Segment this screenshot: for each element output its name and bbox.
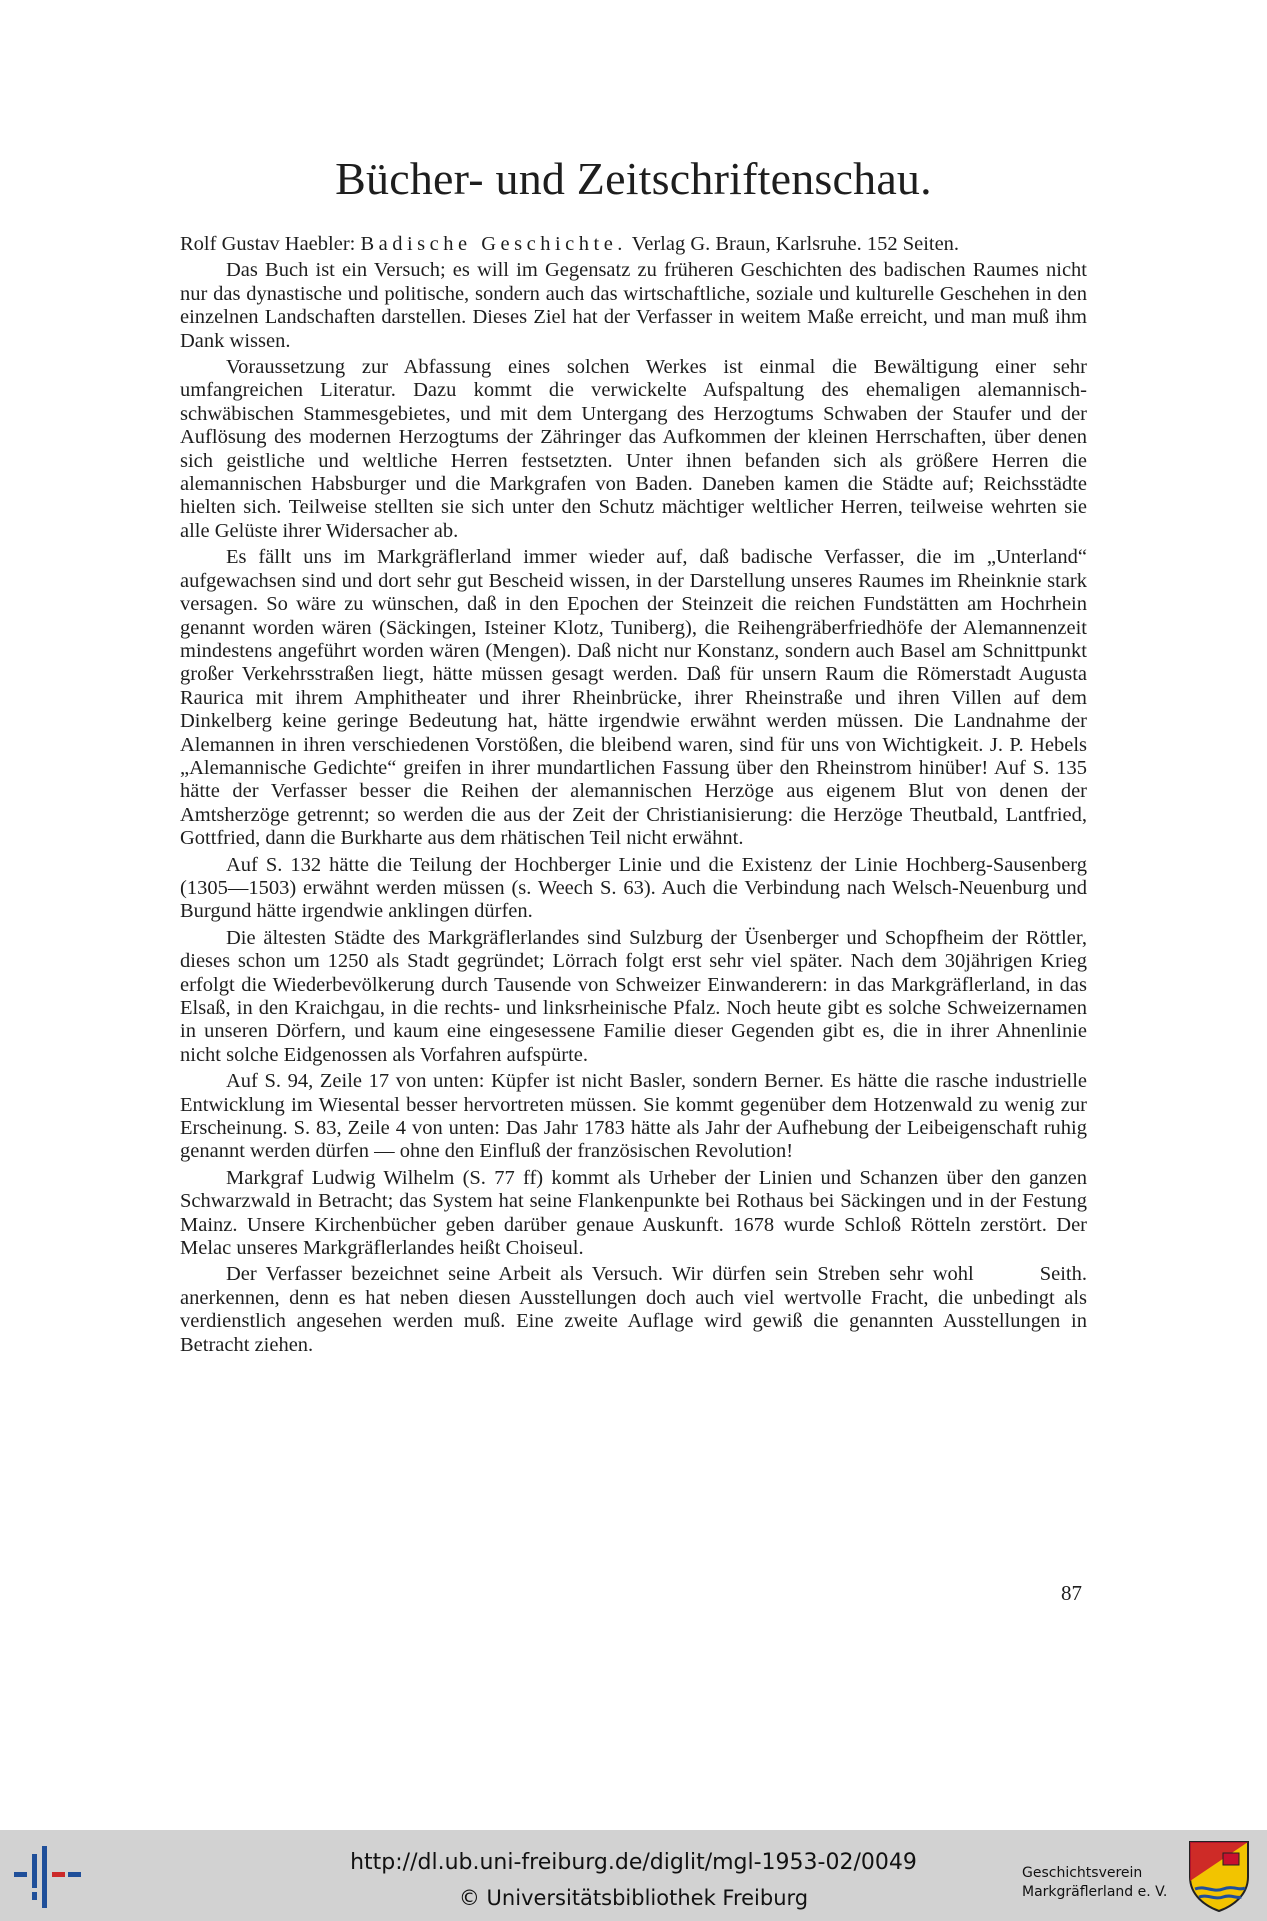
paragraph-8 (180, 1263, 1087, 1357)
signature: Seith. (1039, 1263, 1087, 1286)
review-heading (180, 233, 1087, 256)
page-title: Bücher- und Zeitschriftenschau. (335, 153, 932, 204)
review-book-title: Badische Geschichte. (360, 233, 627, 255)
review-author: Rolf Gustav Haebler: (180, 233, 356, 255)
review-publisher: Verlag G. Braun, Karlsruhe. (631, 233, 862, 255)
footer-bar (0, 1830, 1267, 1921)
footer-copyright: © Universitätsbibliothek Freiburg (458, 1886, 809, 1910)
paragraph-1: Das Buch ist ein Versuch; es will im Gegensatz zu früheren Geschichten des badischen Raumes nicht nur das dynastische und politische, sondern auch das wirtschaftliche, soziale und kulturelle Geschehen in den einzelnen Landschaften darstellen. Dieses Ziel hat der Verfasser in weitem Maße erreicht, und man muß ihm Dank wissen. (180, 259, 1087, 352)
footer-url-link[interactable]: http://dl.ub.uni-freiburg.de/diglit/mgl-1953-02/0049 (350, 1850, 917, 1875)
paragraph-8-text: Der Verfasser bezeichnet seine Arbeit als Versuch. Wir dürfen sein Streben sehr wohl anerkennen, denn es hat neben diesen Ausstellungen doch auch viel wertvolle Fracht, die unbedingt als verdienstlich angesehen werden muß. Eine zweite Auflage wird gewiß die genannten Ausstellungen in Betracht ziehen. (180, 1263, 1087, 1356)
review-pages: 152 Seiten. (866, 233, 960, 255)
paragraph-5: Die ältesten Städte des Markgräflerlandes sind Sulzburg der Üsenberger und Schopfheim der Röttler, dieses schon um 1250 als Stadt gegründet; Lörrach folgt erst sehr viel später. Nach dem 30jährigen Krieg erfolgt die Wiederbevölkerung durch Tausende von Schweizer Einwanderern: in das Markgräflerland, in das Elsaß, in den Kraichgau, in die rechts- und linksrheinische Pfalz. Noch heute gibt es solche Schweizernamen in unseren Dörfern, und kaum eine eingesessene Familie dieser Gegenden gibt es, die in ihrer Ahnenlinie nicht solche Eidgenossen als Vorfahren aufspürte. (180, 926, 1087, 1066)
society-name-line-2: Markgräflerland e. V. (1022, 1884, 1168, 1900)
review-article (180, 233, 1087, 1357)
page-number: 87 (1061, 1581, 1082, 1605)
society-name-line-1: Geschichtsverein (1022, 1865, 1143, 1881)
coat-of-arms-icon[interactable] (1187, 1839, 1251, 1913)
paragraph-2: Voraussetzung zur Abfassung eines solchen Werkes ist einmal die Bewältigung einer sehr umfangreichen Literatur. Dazu kommt die verwickelte Aufspaltung des ehemaligen alemannisch-schwäbischen Stammesgebietes, und mit dem Untergang des Herzogtums Schwaben der Staufer und der Auflösung des modernen Herzogtums der Zähringer das Aufkommen der kleinen Herrschaften, über denen sich geistliche und weltliche Herren festsetzten. Unter ihnen befanden sich als größere Herren die alemannischen Habsburger und die Markgrafen von Baden. Daneben kamen die Städte auf; Reichsstädte hielten sich. Teilweise stellten sie sich unter den Schutz mächtiger weltlicher Herren, teilweise wehrten sie alle Gelüste ihrer Widersacher ab. (180, 356, 1087, 542)
society-name (1022, 1864, 1182, 1902)
paragraph-7: Markgraf Ludwig Wilhelm (S. 77 ff) kommt als Urheber der Linien und Schanzen über den ganzen Schwarzwald in Betracht; das System hat seine Flankenpunkte bei Rothaus bei Säckingen und in der Festung Mainz. Unsere Kirchenbücher geben darüber genaue Auskunft. 1678 wurde Schloß Rötteln zerstört. Der Melac unseres Markgräflerlandes heißt Choiseul. (180, 1166, 1087, 1260)
paragraph-3: Es fällt uns im Markgräflerland immer wieder auf, daß badische Verfasser, die im „Unterland“ aufgewachsen sind und dort sehr gut Bescheid wissen, in der Darstellung unseres Raumes im Rheinknie stark versagen. So wäre zu wünschen, daß in den Epochen der Steinzeit die reichen Fundstätten am Hochrhein genannt worden wären (Säckingen, Isteiner Klotz, Tuniberg), die Reihengräberfriedhöfe der Alemannenzeit mindestens angeführt worden wären (Mengen). Daß nicht nur Konstanz, sondern auch Basel am Schnittpunkt großer Verkehrsstraßen liegt, hätte müssen gesagt werden. Daß für unsern Raum die Römerstadt Augusta Raurica mit ihrem Amphitheater und ihrer Rheinbrücke, ihrer Rheinstraße und ihren Villen auf dem Dinkelberg keine geringe Bedeutung hat, hätte irgendwie erwähnt werden müssen. Die Landnahme der Alemannen in ihren verschiedenen Vorstößen, die bleibend waren, sind für uns von Wichtigkeit. J. P. Hebels „Alemannische Gedichte“ greifen in ihrer mundartlichen Fassung über den Rheinstrom hinüber! Auf S. 135 hätte der Verfasser besser die Reihen der alemannischen Herzöge aus eigenem Blut von denen der Amtsherzöge getrennt; so werden die aus der Zeit der Christianisierung: die Herzöge Theutbald, Lantfried, Gottfried, dann die Burkharte aus dem rhätischen Teil nicht erwähnt. (180, 546, 1087, 850)
paragraph-6: Auf S. 94, Zeile 17 von unten: Küpfer ist nicht Basler, sondern Berner. Es hätte die rasche industrielle Entwicklung im Wiesental besser hervortreten müssen. Sie kommt gegenüber dem Hotzenwald zu wenig zur Erscheinung. S. 83, Zeile 4 von unten: Das Jahr 1783 hätte als Jahr der Aufhebung der Leibeigenschaft ruhig genannt werden dürfen — ohne den Einfluß der französischen Revolution! (180, 1070, 1087, 1163)
paragraph-4: Auf S. 132 hätte die Teilung der Hochberger Linie und die Existenz der Linie Hochberg-Sausenberg (1305—1503) erwähnt werden müssen (s. Weech S. 63). Auch die Verbindung nach Welsch-Neuenburg und Burgund hätte irgendwie anklingen dürfen. (180, 853, 1087, 923)
